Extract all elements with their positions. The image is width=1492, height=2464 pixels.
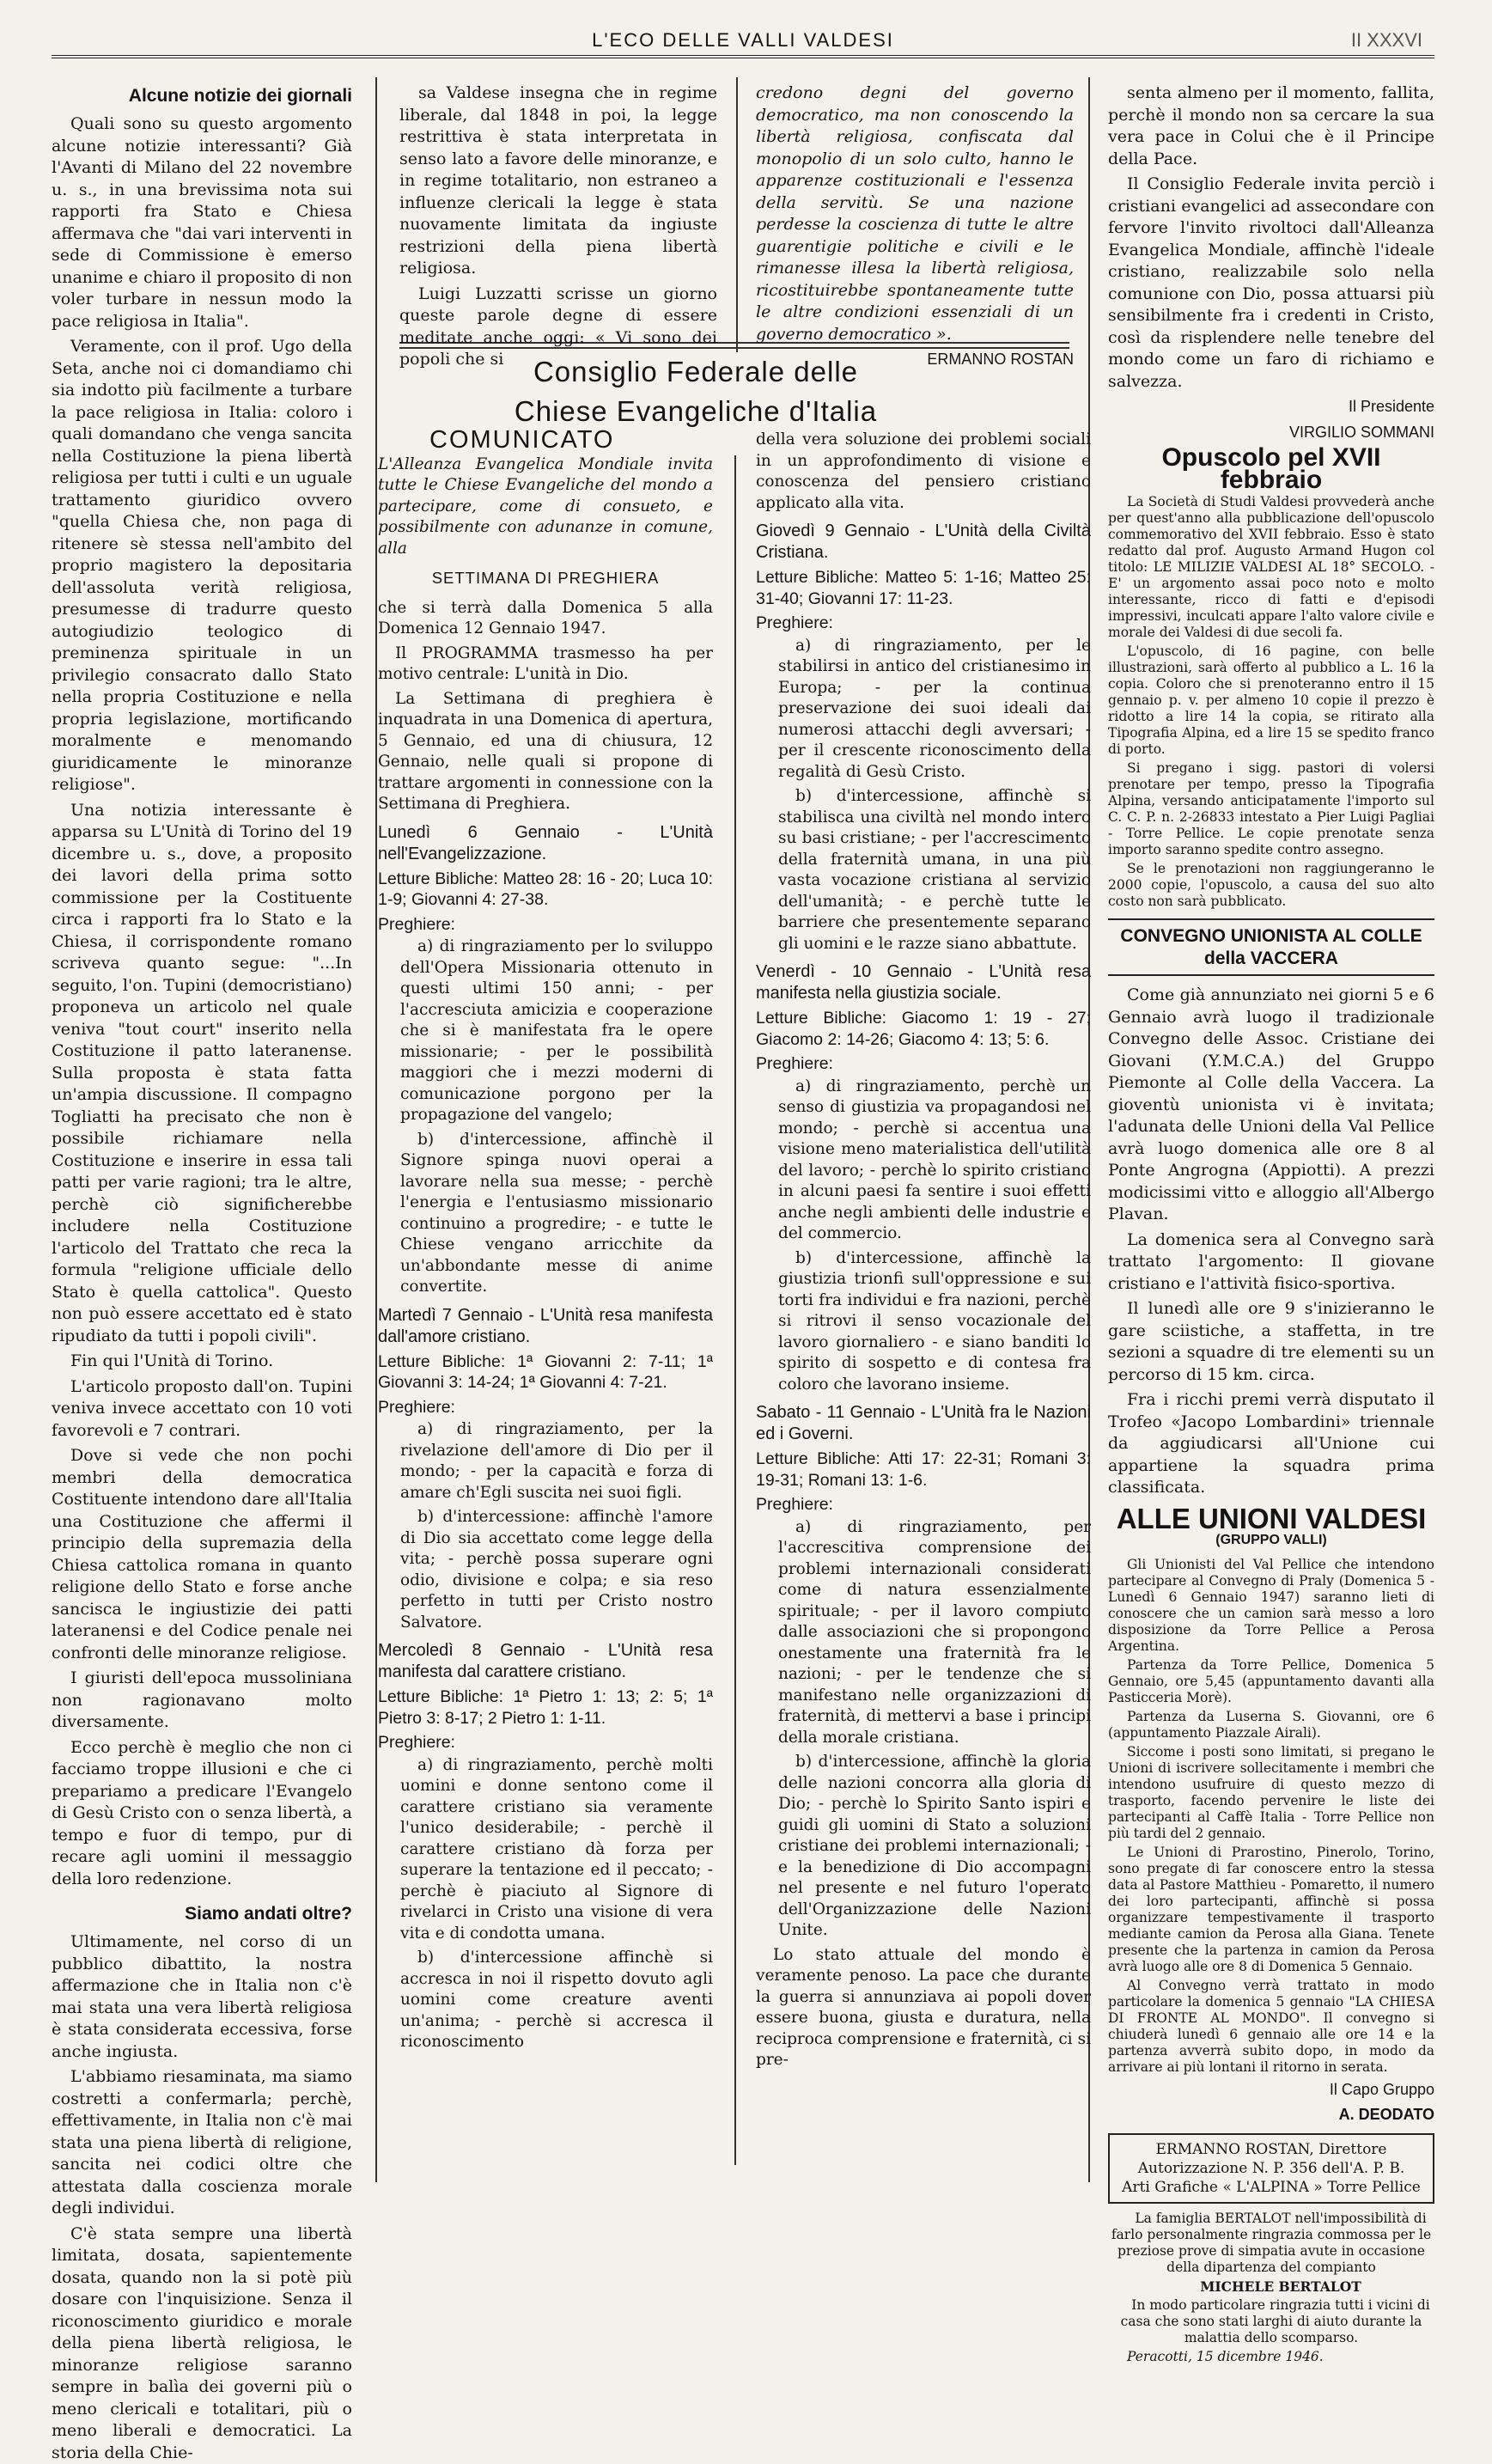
paragraph: Gli Unionisti del Val Pellice che intendono partecipare al Convegno di Praly (Domenica 5 - Lunedì 6 Gennaio 1947) saranno lieti di conoscere che un camion sarà messo a loro disposizione da Torre Pellice a Perosa Argentina. [1108,1557,1434,1655]
consiglio-header [378,352,1091,431]
column-rule-1 [375,77,377,2182]
letture-bibliche: Letture Bibliche: 1ª Pietro 1: 13; 2: 5; 1ª Pietro 3: 8-17; 2 Pietro 1: 1-11. [378,1686,713,1729]
article-body-oltre [52,1931,352,2464]
prayer-item: b) d'intercessione affinchè si accresca in noi il rispetto dovuto agli uomini come creature aventi un'anima; - perchè si accresca il riconoscimento [378,1948,713,2053]
newspaper-title: L'ECO DELLE VALLI VALDESI [52,29,1434,52]
day-title: Mercoledì 8 Gennaio - L'Unità resa manifesta dal carattere cristiano. [378,1640,713,1683]
paragraph: Ultimamente, nel corso di un pubblico dibattito, la nostra affermazione che in Italia non c'è mai stata una vera libertà religiosa è stata considerata eccessiva, forse anche ingiusta. [52,1931,352,2063]
paragraph: L'abbiamo riesaminata, ma siamo costretti a confermarla; perchè, effettivamente, in Italia non c'è mai stata una piena libertà di religione, sancita nei codici oltre che attestata dalla coscienza morale degli individui. [52,2066,352,2220]
bertalot-text-2: In modo particolare ringrazia tutti i vicini di casa che sono stati larghi di aiuto durante la malattia dello scomparso. [1108,2297,1434,2346]
day-title: Martedì 7 Gennaio - L'Unità resa manifesta dall'amore cristiano. [378,1305,713,1348]
paragraph: I giuristi dell'epoca mussoliniana non ragionavano molto diversamente. [52,1668,352,1734]
paragraph: L'articolo proposto dall'on. Tupini veniva invece accettato con 10 voti favorevoli e 7 contrari. [52,1376,352,1442]
letture-bibliche: Letture Bibliche: Giacomo 1: 19 - 27; Giacomo 2: 14-26; Giacomo 4: 13; 5: 6. [756,1008,1091,1050]
day-title: Venerdì - 10 Gennaio - L'Unità resa manifesta nella giustizia sociale. [756,961,1091,1004]
consiglio-intro: L'Alleanza Evangelica Mondiale invita tutte le Chiese Evangeliche del mondo a partecipare, come di consueto, e possibilmente con adunanze in comune, alla [378,454,713,560]
capo-gruppo-role: Il Capo Gruppo [1108,2079,1434,2101]
paragraph: Il Consiglio Federale invita perciò i cristiani evangelici ad assecondare con fervore l'invito rivoltoci dall'Alleanza Evangelica Mondiale, affinchè l'ideale cristiano, realizzabile solo nella comunione con Dio, possa attuarsi più sensibilmente fra i credenti in Cristo, così da risplendere nelle tenebre del mondo come un faro di richiamo e salvezza. [1108,174,1434,393]
right-intro: della vera soluzione dei problemi sociali in un approfondimento di visione e conoscenza del pensiero cristiano applicato alla vita. [756,430,1091,514]
paragraph: Dove si vede che non pochi membri della democratica Costituente intendono dare all'Italia una Costituzione che affermi il principio della supremazia della Chiesa cattolica romana in quanto religione dello Stato e forse anche sancisca le ingiustizie dei patti lateranensi e del Codice penale nei confronti delle minoranze religiose. [52,1445,352,1664]
opuscolo-body [1108,494,1434,910]
paragraph: Si pregano i sigg. pastori di volersi prenotare per tempo, presso la Tipografia Alpina, versando anticipatamente l'importo sul C. C. P. n. 2-26833 intestato a Pier Luigi Pagliai - Torre Pellice. Le copie prenotate senza importo saranno spedite contro assegno. [1108,760,1434,858]
imprint-director: ERMANNO ROSTAN, Direttore [1115,2140,1428,2159]
preghiere-label: Preghiere: [378,1732,713,1753]
letture-bibliche: Letture Bibliche: Matteo 5: 1-16; Matteo 25: 31-40; Giovanni 17: 11-23. [756,567,1091,609]
consiglio-title-line1: Consiglio Federale delle [490,352,902,392]
consiglio-left-column [378,430,713,2057]
paragraph: senta almeno per il momento, fallita, perchè il mondo non sa cercare la sua vera pace in Colui che è il Principe della Pace. [1108,82,1434,170]
day-title: Lunedì 6 Gennaio - L'Unità nell'Evangelizzazione. [378,822,713,865]
settimana-text: La Settimana di preghiera è inquadrata in una Domenica di apertura, 5 Gennaio, ed una di chiusura, 12 Gennaio, nelle quali si propone di trattare argomenti in connessione con la Settimana di Preghiera. [378,689,713,815]
bertalot-date: Peracotti, 15 dicembre 1946. [1108,2349,1434,2365]
day-title: Sabato - 11 Gennaio - L'Unità fra le Nazioni ed i Governi. [756,1402,1091,1445]
letture-bibliche: Letture Bibliche: Atti 17: 22-31; Romani 3: 19-31; Romani 13: 1-6. [756,1449,1091,1491]
comunicato-heading: COMUNICATO [429,430,713,451]
paragraph: Quali sono su questo argomento alcune notizie interessanti? Già l'Avanti di Milano del 22 novembre u. s., in una brevissima nota sui rapporti fra Stato e Chiesa affermava che "dai vari interventi in sede di Commissione è emerso unanime e chiaro il proposito di non voler turbare in nessun modo la pace religiosa in Italia". [52,113,352,332]
left-days-list [378,822,713,2053]
quote-paragraph: credono degni del governo democratico, ma non conoscendo la libertà religiosa, confiscata dal monopolio di un solo culto, hanno le apparenze costituzionali e l'essenza della servitù. Se una nazione perdesse la coscienza di tutte le altre guarentigie politiche e civili e le rimanesse illesa la libertà religiosa, ricostituirebbe spontaneamente tutte le altre condizioni essenziali di un governo democratico ». [756,82,1074,345]
prayer-item: b) d'intercessione, affinchè si stabilisca una civiltà nel mondo intero su basi cristiane; - per l'accrescimento della fraternità umana, in una più vasta vocazione cristiana al servizio dell'umanità; - e perchè tutte le barriere che presentemente separano gli uomini e le razze siano abbattute. [756,786,1091,954]
prayer-item: b) d'intercessione, affinchè la gloria delle nazioni concorra alla gloria di Dio; - perchè lo Spirito Santo ispiri e guidi gli uomini di Stato a soluzioni cristiane dei problemi internazionali; - e la benedizione di Dio accompagni nel presente e nel futuro l'operato dell'Organizzazione delle Nazioni Unite. [756,1752,1091,1942]
preghiere-label: Preghiere: [378,1397,713,1418]
masthead [52,26,1434,58]
convegno-title: CONVEGNO UNIONISTA AL COLLE della VACCERA [1108,918,1434,976]
president-name: VIRGILIO SOMMANI [1108,422,1434,444]
imprint-authorization: Autorizzazione N. P. 356 dell'A. P. B. [1115,2159,1428,2178]
paragraph: Siccome i posti sono limitati, si pregano le Unioni di iscrivere sollecitamente i membri che intendono usufruire di questo mezzo di trasporto, facendo pervenire le liste dei partecipanti al Caffè Italia - Torre Pellice non più tardi del 2 gennaio. [1108,1744,1434,1842]
prayer-item: b) d'intercessione, affinchè il Signore spinga nuovi operai a lavorare nella sua messe; - perchè l'energia e l'entusiasmo missionario continuino a progredire; - e tutte le Chiese vengano arricchite da un'abbondante messe di anime convertite. [378,1130,713,1298]
column-1 [52,82,352,2179]
paragraph: Partenza da Torre Pellice, Domenica 5 Gennaio, ore 5,45 (appuntamento davanti alla Pasticceria Morè). [1108,1657,1434,1706]
preghiere-label: Preghiere: [756,613,1091,634]
right-days-list [756,521,1091,1942]
programma-paragraph: Il PROGRAMMA trasmesso ha per motivo centrale: L'unità in Dio. [378,643,713,686]
column-3 [756,82,1074,332]
paragraph: Al Convegno verrà trattato in modo particolare la domenica 5 gennaio "LA CHIESA DI FRONTE AL MONDO". Il convegno si chiuderà lunedì 6 gennaio alle ore 14 e la partenza avverrà subito dopo, in modo da arrivare ai più lontani il ritorno in serata. [1108,1978,1434,2076]
article-heading-oltre: Siamo andati oltre? [52,1904,352,1924]
capo-gruppo-name: A. DEODATO [1108,2104,1434,2126]
paragraph: Fin qui l'Unità di Torino. [52,1351,352,1373]
prayer-item: a) di ringraziamento, per l'accrescitiva comprensione dei problemi internazionali considerati come di natura essenzialmente spirituale; - per il lavoro compiuto dalle associazioni che si propongono onestamente una fraternità fra le nazioni; - per le tendenze che si manifestano nelle organizzazioni di fraternità, di mettervi a base i principi della morale cristiana. [756,1517,1091,1749]
prayer-item: a) di ringraziamento, perchè un senso di giustizia va propagandosi nel mondo; - perchè si accentua una visione meno materialistica dell'utilità del lavoro; - perchè lo spirito cristiano in alcuni paesi fa sentire i suoi effetti anche negli ambienti delle industrie e del commercio. [756,1076,1091,1245]
prayer-item: b) d'intercessione: affinchè l'amore di Dio sia accettato come legge della vita; - perchè possa superare ogni odio, divisione e colpa; e sia reso perfetto in tutti per Cristo nostro Salvatore. [378,1507,713,1633]
consiglio-body [378,430,1091,2182]
article-heading-notizie: Alcune notizie dei giornali [52,86,352,107]
preghiere-label: Preghiere: [378,914,713,936]
prayer-item: a) di ringraziamento, perchè molti uomini e donne sentono come il carattere cristiano sia veramente l'unico desiderabile; - perchè il carattere cristiano dà forza per superare la tentazione ed il peccato; - perchè è piaciuto al Signore di rivelarci in Cristo una visione di vera vita e di condotta umana. [378,1755,713,1945]
paragraph: Se le prenotazioni non raggiungeranno le 2000 copie, l'opuscolo, a causa del suo alto costo non sarà pubblicato. [1108,861,1434,910]
imprint-box [1108,2133,1434,2204]
article-body-continued [399,82,717,371]
column-2 [399,82,717,332]
paragraph: L'opuscolo, di 16 pagine, con belle illustrazioni, sarà offerto al pubblico a L. 16 la copia. Coloro che si prenoteranno entro il 15 gennaio p. v. per almeno 10 copie il prezzo è ridotto a lire 14 la copia, se ritirato alla Tipografia Alpina, ed a lire 15 se spedito franco di porto. [1108,643,1434,758]
unioni-body [1108,1557,1434,2076]
column-4 [1108,82,1434,2179]
settimana-heading: SETTIMANA DI PREGHIERA [378,568,713,589]
paragraph: Le Unioni di Prarostino, Pinerolo, Torino, sono pregate di far conoscere entro la stessa data al Pastore Matthieu - Pomaretto, il numero dei loro partecipanti, affinchè si possa organizzare tempestivamente il trasporto mediante camion da Perosa alla Giana. Tenete presente che la partenza in camion da Perosa avrà luogo alle ore 8 di Domenica 5 Gennaio. [1108,1845,1434,1975]
prayer-item: b) d'intercessione, affinchè la giustizia trionfi sull'oppressione e sui torti fra individui e fra nazioni, perchè si ritrovi il senso vocazionale del lavoro giornaliero - e siano banditi lo spirito di sospetto e di contesa fra coloro che lavorano insieme. [756,1248,1091,1396]
paragraph: Il lunedì alle ore 9 s'inizieranno le gare sciistiche, a staffetta, in tre sezioni a squadre di tre elementi su un percorso di 15 km. circa. [1108,1298,1434,1386]
bertalot-name: MICHELE BERTALOT [1108,2278,1434,2295]
letture-bibliche: Letture Bibliche: Matteo 28: 16 - 20; Luca 10: 1-9; Giovanni 4: 27-38. [378,869,713,911]
letture-bibliche: Letture Bibliche: 1ª Giovanni 2: 7-11; 1ª Giovanni 3: 14-24; 1ª Giovanni 4: 7-21. [378,1351,713,1394]
prayer-item: a) di ringraziamento per lo sviluppo dell'Opera Missionaria ottenuto in questi ultimi 150 anni; - per l'accresciuta amicizia e cooperazione che si è manifestata fra le opere missionarie; - per le possibilità maggiori che i mezzi moderni di comunicazione porgono per la propagazione del vangelo; [378,936,713,1126]
imprint-printer: Arti Grafiche « L'ALPINA » Torre Pellice [1115,2178,1428,2197]
bertalot-text-1: La famiglia BERTALOT nell'impossibilità di farlo personalmente ringrazia commossa per le preziose prove di simpatia avute in occasione della dipartenza del compianto [1108,2211,1434,2276]
opuscolo-title: Opuscolo pel XVII febbraio [1108,447,1434,491]
prayer-item: a) di ringraziamento, per la rivelazione dell'amore di Dio per il mondo; - per la capacità e forza di amare ch'Egli suscita nei suoi figli. [378,1419,713,1503]
day-title: Giovedì 9 Gennaio - L'Unità della Civiltà Cristiana. [756,521,1091,564]
preghiere-label: Preghiere: [756,1053,1091,1075]
unioni-subtitle: (GRUPPO VALLI) [1108,1529,1434,1552]
column-rule-2 [736,77,738,352]
paragraph: La Società di Studi Valdesi provvederà anche per quest'anno alla pubblicazione dell'opuscolo commemorativo del XVII febbraio. Esso è stato redatto dal prof. Augusto Armand Hugon col titolo: LE MILIZIE VALDESI AL 18° SECOLO. - E' un argomento assai poco noto e molto interessante, ricco di fatti e d'episodi impressivi, inculcati appare l'alto valore civile e morale dei Valdesi di due secoli fa. [1108,494,1434,641]
consiglio-closing: Lo stato attuale del mondo è veramente penoso. La pace che durante la guerra si annunziava ai popoli dover essere buona, giusta e duratura, nella reciproca comprensione e fraternità, ci si pre- [756,1945,1091,2071]
paragraph: Come già annunziato nei giorni 5 e 6 Gennaio avrà luogo il tradizionale Convegno delle Assoc. Cristiane dei Giovani (Y.M.C.A.) del Gruppo Piemonte al Colle della Vaccera. La gioventù unionista vi è invitata; l'adunata delle Unioni della Val Pellice avrà luogo domenica alle ore 8 al Ponte Angrogna (Appiotti). A prezzi modicissimi vitto e alloggio all'Albergo Plavan. [1108,985,1434,1226]
issue-number: II XXXVI [1351,29,1422,52]
preghiere-label: Preghiere: [756,1494,1091,1516]
bertalot-notice [1108,2211,1434,2365]
unioni-title: ALLE UNIONI VALDESI [1108,1508,1434,1530]
paragraph: Veramente, con il prof. Ugo della Seta, anche noi ci domandiamo chi sia indotto più facilmente a turbare la pace religiosa in Italia: coloro i quali domandano che venga sancita nella Costituzione la piena libertà religiosa per tutti i culti e un uguale trattamento giuridico ovvero "quella Chiesa che, non paga di ritenere sè stessa nell'ambito del proprio magistero la depositaria dell'assoluta verità religiosa, presumesse di tradurre questo autogiudizio teologico di preminenza spirituale in un privilegio consacrato dallo Stato nella propria Costituzione e nella propria legislazione, mortificando moralmente e menomando giuridicamente le minoranze religiose". [52,336,352,796]
prayer-item: a) di ringraziamento, per le stabilirsi in antico del cristianesimo in Europa; - per la continua preservazione dei suoi ideali dai numerosi attacchi degli avversari; - per il crescente riconoscimento della regalità di Gesù Cristo. [756,636,1091,784]
paragraph: La domenica sera al Convegno sarà trattato l'argomento: Il giovane cristiano e l'attività fisico-sportiva. [1108,1229,1434,1296]
paragraph: Ecco perchè è meglio che non ci facciamo troppe illusioni e che ci prepariamo a predicare l'Evangelo di Gesù Cristo con o senza libertà, a tempo e fuor di tempo, pur di recare agli uomini il messaggio della loro redenzione. [52,1737,352,1891]
author-signature: ERMANNO ROSTAN [756,349,1074,371]
convegno-body [1108,985,1434,1499]
paragraph: sa Valdese insegna che in regime liberale, dal 1848 in poi, la legge restrittiva è stata interpretata in senso lato a favore delle minoranze, e in regime totalitario, non estraneo a influenze clericali la legge è stata nuovamente limitata da ingiuste restrizioni della piena libertà religiosa. [399,82,717,280]
paragraph: Fra i ricchi premi verrà disputato il Trofeo «Jacopo Lombardini» triennale da aggiudicarsi all'Unione cui appartiene la squadra prima classificata. [1108,1389,1434,1499]
consiglio-title-line2: Chiese Evangeliche d'Italia [490,392,902,431]
paragraph: C'è stata sempre una libertà limitata, dosata, sapientemente dosata, quando non la si potè più dosare con l'inquisizione. Senza il riconoscimento giuridico e morale della piena libertà religiosa, le minoranze religiose saranno sempre in balìa dei governi più o meno clericali e totalitari, più o meno liberali e democratici. La storia della Chie- [52,2223,352,2464]
consiglio-continued [1108,82,1434,393]
settimana-dates: che si terrà dalla Domenica 5 alla Domenica 12 Gennaio 1947. [378,598,713,640]
paragraph: Una notizia interessante è apparsa su L'Unità di Torino del 19 dicembre u. s., dove, a proposito dei lavori della prima sotto commissione per la Costituente circa i rapporti fra lo Stato e la Chiesa, il corrispondente romano scriveva quanto segue: "...In seguito, l'on. Tupini (democristiano) proponeva un articolo nel quale veniva "tout court" inserito nella Costituzione il patto lateranense. Sulla proposta è stata fatta un'ampia discussione. Il compagno Togliatti ha precisato che non è possibile richiamare nella Costituzione e inserire in essa tali patti per varie ragioni; tra le altre, perchè ciò significherebbe includere nella Costituzione l'articolo del Trattato che reca la formula "religione ufficiale dello Stato è quella cattolica". Questo non può essere accettato ed è stato ripudiato da tutti i popoli civili". [52,800,352,1348]
paragraph: Luigi Luzzatti scrisse un giorno queste parole degne di essere meditate anche oggi: « Vi sono dei popoli che si [399,284,717,371]
president-role: Il Presidente [1108,396,1434,418]
article-body-notizie [52,113,352,1890]
consiglio-right-column [756,430,1091,2075]
paragraph: Partenza da Luserna S. Giovanni, ore 6 (appuntamento Piazzale Airali). [1108,1709,1434,1741]
